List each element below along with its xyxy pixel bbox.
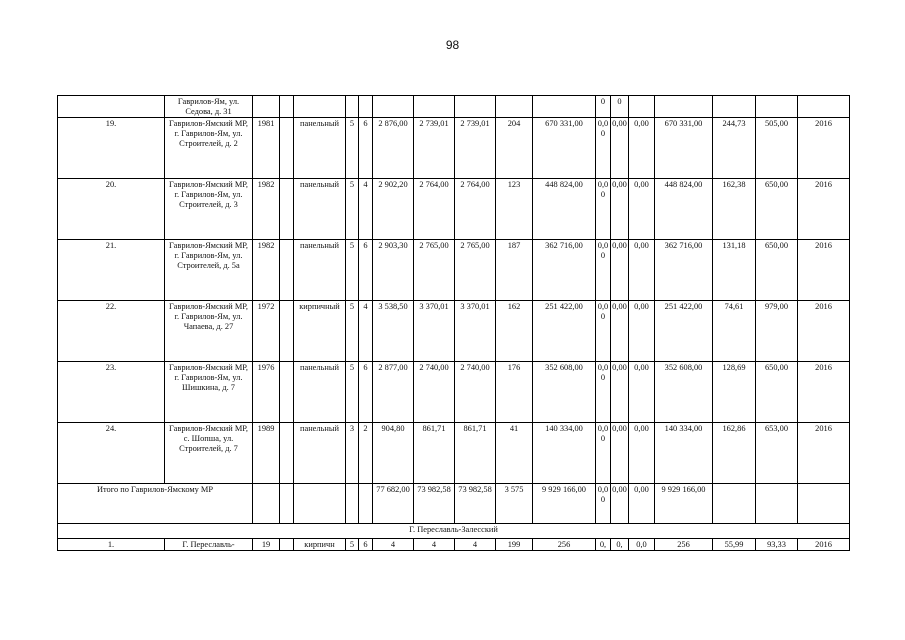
m1-cell: 0 [596,96,611,118]
people-cell: 187 [496,240,533,301]
num-cell: 1. [58,539,165,551]
m3-cell: 0,0 [629,539,655,551]
material-cell: кирпичный [294,301,346,362]
a1-cell: 2 902,20 [373,179,414,240]
m2-cell: 0,00 [611,301,629,362]
table-row [58,539,850,551]
limit-cell: 653,00 [756,423,798,484]
m1-cell: 0,00 [596,240,611,301]
a3-cell: 2 764,00 [455,179,496,240]
a1-cell: 904,80 [373,423,414,484]
cost2-cell: 362 716,00 [655,240,713,301]
limit-cell: 505,00 [756,118,798,179]
num-cell: 21. [58,240,165,301]
total-cost2-cell: 9 929 166,00 [655,484,713,524]
year-cell: 1989 [253,423,280,484]
year-cell: 1972 [253,301,280,362]
m3-cell: 0,00 [629,240,655,301]
m2-cell: 0,00 [611,362,629,423]
plan-cell: 2016 [798,423,850,484]
m2-cell: 0,00 [611,240,629,301]
cost2-cell: 140 334,00 [655,423,713,484]
page-number: 98 [445,38,460,52]
year-cell: 1982 [253,179,280,240]
cost2-cell: 251 422,00 [655,301,713,362]
cost-cell: 448 824,00 [533,179,596,240]
table-row [58,423,850,484]
empty-cell [346,484,359,524]
num-cell: 22. [58,301,165,362]
entrances-cell: 4 [359,179,373,240]
a1-cell: 2 876,00 [373,118,414,179]
empty-cell [280,484,294,524]
m2-cell: 0,00 [611,423,629,484]
a2-cell: 2 740,00 [414,362,455,423]
plan-cell: 2016 [798,240,850,301]
num-cell: 20. [58,179,165,240]
material-cell: панельный [294,423,346,484]
entrances-cell: 4 [359,301,373,362]
empty-cell [280,539,294,551]
m2-cell: 0 [611,96,629,118]
a3-cell: 861,71 [455,423,496,484]
table-row [58,96,850,118]
m1-cell: 0,00 [596,118,611,179]
entrances-cell: 6 [359,118,373,179]
people-cell: 176 [496,362,533,423]
floors-cell: 5 [346,301,359,362]
empty-cell [713,484,756,524]
empty-cell [253,484,280,524]
total-m1-cell: 0,00 [596,484,611,524]
section-row [58,524,850,539]
total-cost-cell: 9 929 166,00 [533,484,596,524]
a2-cell: 2 764,00 [414,179,455,240]
people-cell: 41 [496,423,533,484]
year-cell: 1981 [253,118,280,179]
a2-cell: 3 370,01 [414,301,455,362]
address-cell: Гаврилов-Ямский МР, г. Гаврилов-Ям, ул. Строителей, д. 5а [165,240,253,301]
m3-cell: 0,00 [629,423,655,484]
entrances-cell: 6 [359,240,373,301]
empty-cell [280,240,294,301]
empty-cell [294,484,346,524]
m1-cell: 0,00 [596,362,611,423]
address-cell: Гаврилов-Ям, ул. Седова, д. 31 [165,96,253,118]
table-row [58,118,850,179]
floors-cell: 5 [346,362,359,423]
unit-cell: 128,69 [713,362,756,423]
a2-cell: 861,71 [414,423,455,484]
cost-cell: 140 334,00 [533,423,596,484]
a2-cell: 4 [414,539,455,551]
empty-cell [280,362,294,423]
table-body [58,96,850,551]
a2-cell: 2 739,01 [414,118,455,179]
plan-cell: 2016 [798,539,850,551]
cost-cell: 251 422,00 [533,301,596,362]
cost2-cell: 256 [655,539,713,551]
people-cell: 123 [496,179,533,240]
year-cell: 1976 [253,362,280,423]
a1-cell: 2 877,00 [373,362,414,423]
total-m3-cell: 0,00 [629,484,655,524]
cost2-cell: 352 608,00 [655,362,713,423]
table-row [58,301,850,362]
cost-cell: 256 [533,539,596,551]
people-cell: 199 [496,539,533,551]
cost2-cell: 448 824,00 [655,179,713,240]
section-title: Г. Переславль-Залесский [58,524,850,539]
m1-cell: 0,00 [596,301,611,362]
unit-cell: 74,61 [713,301,756,362]
table-row [58,179,850,240]
cost2-cell: 670 331,00 [655,118,713,179]
empty-cell [756,484,798,524]
a1-cell: 3 538,50 [373,301,414,362]
material-cell: панельный [294,179,346,240]
total-row [58,484,850,524]
m3-cell: 0,00 [629,179,655,240]
plan-cell: 2016 [798,362,850,423]
entrances-cell: 6 [359,362,373,423]
address-cell: Г. Переславль- [165,539,253,551]
a3-cell: 2 765,00 [455,240,496,301]
plan-cell: 2016 [798,179,850,240]
a3-cell: 3 370,01 [455,301,496,362]
plan-cell: 2016 [798,118,850,179]
empty-cell [280,301,294,362]
empty-cell [359,484,373,524]
num-cell: 23. [58,362,165,423]
year-cell: 1982 [253,240,280,301]
cost-cell: 362 716,00 [533,240,596,301]
floors-cell: 5 [346,179,359,240]
year-cell: 19 [253,539,280,551]
address-cell: Гаврилов-Ямский МР, г. Гаврилов-Ям, ул. Строителей, д. 3 [165,179,253,240]
unit-cell: 162,86 [713,423,756,484]
total-a1-cell: 77 682,00 [373,484,414,524]
a3-cell: 4 [455,539,496,551]
num-cell: 19. [58,118,165,179]
num-cell: 24. [58,423,165,484]
people-cell: 204 [496,118,533,179]
cost-cell: 352 608,00 [533,362,596,423]
material-cell: панельный [294,118,346,179]
floors-cell: 5 [346,539,359,551]
address-cell: Гаврилов-Ямский МР, г. Гаврилов-Ям, ул. Строителей, д. 2 [165,118,253,179]
unit-cell: 244,73 [713,118,756,179]
address-cell: Гаврилов-Ямский МР, г. Гаврилов-Ям, ул. Чапаева, д. 27 [165,301,253,362]
m1-cell: 0,00 [596,423,611,484]
limit-cell: 650,00 [756,179,798,240]
a3-cell: 2 739,01 [455,118,496,179]
address-cell: Гаврилов-Ямский МР, г. Гаврилов-Ям, ул. Шишкина, д. 7 [165,362,253,423]
limit-cell: 650,00 [756,362,798,423]
material-cell: панельный [294,240,346,301]
m2-cell: 0,00 [611,118,629,179]
floors-cell: 5 [346,240,359,301]
empty-cell [798,484,850,524]
limit-cell: 650,00 [756,240,798,301]
total-label: Итого по Гаврилов-Ямскому МР [58,484,253,524]
limit-cell: 93,33 [756,539,798,551]
cost-cell: 670 331,00 [533,118,596,179]
housing-register-table [57,95,850,551]
empty-cell [280,423,294,484]
material-cell: панельный [294,362,346,423]
m3-cell: 0,00 [629,301,655,362]
m2-cell: 0,00 [611,179,629,240]
a1-cell: 2 903,30 [373,240,414,301]
empty-cell [280,118,294,179]
empty-cell [280,179,294,240]
total-a3-cell: 73 982,58 [455,484,496,524]
unit-cell: 55,99 [713,539,756,551]
material-cell: кирпичн [294,539,346,551]
limit-cell: 979,00 [756,301,798,362]
plan-cell: 2016 [798,301,850,362]
m3-cell: 0,00 [629,362,655,423]
a2-cell: 2 765,00 [414,240,455,301]
address-cell: Гаврилов-Ямский МР, с. Шопша, ул. Строителей, д. 7 [165,423,253,484]
entrances-cell: 2 [359,423,373,484]
m2-cell: 0, [611,539,629,551]
unit-cell: 131,18 [713,240,756,301]
a1-cell: 4 [373,539,414,551]
m3-cell: 0,00 [629,118,655,179]
table-row [58,240,850,301]
m1-cell: 0, [596,539,611,551]
total-a2-cell: 73 982,58 [414,484,455,524]
a3-cell: 2 740,00 [455,362,496,423]
unit-cell: 162,38 [713,179,756,240]
total-m2-cell: 0,00 [611,484,629,524]
people-cell: 162 [496,301,533,362]
total-people-cell: 3 575 [496,484,533,524]
floors-cell: 5 [346,118,359,179]
floors-cell: 3 [346,423,359,484]
m1-cell: 0,00 [596,179,611,240]
table-row [58,362,850,423]
entrances-cell: 6 [359,539,373,551]
